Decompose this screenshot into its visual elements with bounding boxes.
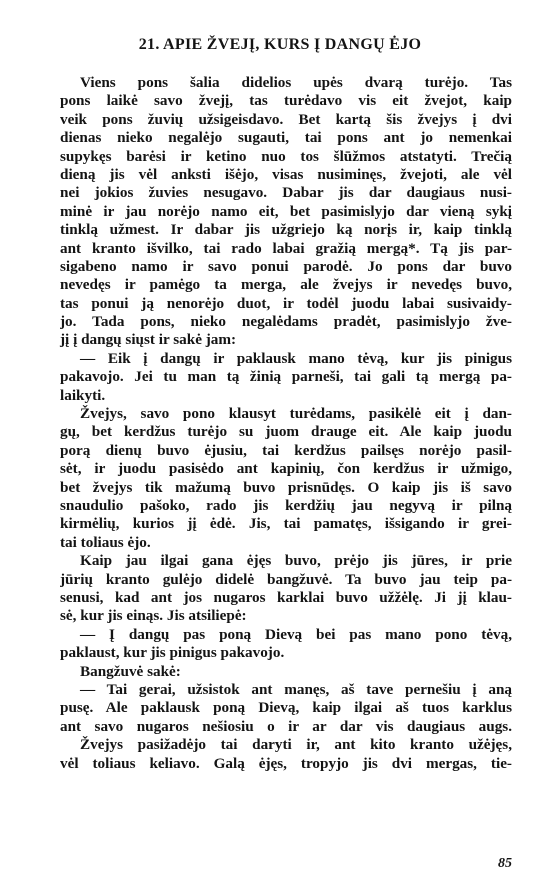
- text-line: nevedęs ir pamėgo ta merga, ale žvejys ir nevedęs buvo,: [60, 276, 512, 294]
- text-line: minė ir jau norėjo namo eit, bet pasimislyjo dar vieną sykį: [60, 202, 512, 220]
- text-line: tinklą užmest. Ir dabar jis užgriejo ką norįs ir, kaip tinklą: [60, 221, 512, 239]
- text-line: jo. Tada pons, nieko negalėdams pradėt, pasimislyjo žve-: [60, 313, 512, 331]
- text-line: Kaip jau ilgai gana ėjęs buvo, prėjo jis jūres, ir prie: [80, 552, 512, 570]
- text-line: pusę. Ale paklausk poną Dievą, kaip ilgai aš tuos karklus: [60, 699, 512, 717]
- text-line: — Eik į dangų ir paklausk mano tėvą, kur jis pinigus: [80, 349, 512, 367]
- text-line: jį į dangų siųst ir sakė jam:: [60, 331, 237, 349]
- text-line: — Tai gerai, užsistok ant manęs, aš tave pernešiu į aną: [80, 680, 512, 698]
- text-line: Žvejys pasižadėjo tai daryti ir, ant kito kranto užėjęs,: [80, 736, 512, 754]
- text-line: laikyti.: [60, 386, 106, 404]
- text-line: pons laikė savo žvejį, tas turėdavo vis eit žvejot, kaip: [60, 92, 512, 110]
- story-text: [60, 74, 512, 773]
- text-line: Žvejys, savo pono klausyt turėdams, pasikėlė eit į dan-: [80, 405, 512, 423]
- text-line: jūrių kranto gulėjo didelė bangžuvė. Ta buvo jau teip pa-: [60, 570, 512, 588]
- text-line: Bangžuvė sakė:: [80, 662, 181, 680]
- text-line: snaudulio pašoko, rado jis kerdžių jau negyvą ir pilną: [60, 497, 512, 515]
- text-line: kirmėlių, kurios jį ėdė. Jis, tai pamatęs, išsigando ir grei-: [60, 515, 512, 533]
- text-line: veik pons žuvių užsigeisdavo. Bet kartą šis žvejys į dvi: [60, 110, 512, 128]
- text-line: tas ponui ją nenorėjo duot, ir todėl juodu labai susivaidy-: [60, 294, 512, 312]
- text-line: tai toliaus ėjo.: [60, 533, 151, 551]
- text-line: supykęs barėsi ir ketino nuo tos šlūžmos atstatyti. Trečią: [60, 147, 512, 165]
- page-number: 85: [498, 856, 512, 871]
- text-line: sėt, ir juodu pasisėdo ant kapinių, čon kerdžus ir užmigo,: [60, 460, 512, 478]
- text-line: paklaust, kur jis pinigus pakavojo.: [60, 644, 285, 662]
- text-line: dienas nieko negalėjo sugauti, tai pons ant jo nemenkai: [60, 129, 512, 147]
- chapter-title: 21. APIE ŽVEJĮ, KURS Į DANGŲ ĖJO: [138, 36, 422, 53]
- text-line: Viens pons šalia didelios upės dvarą turėjo. Tas: [80, 74, 512, 91]
- text-line: vėl toliaus keliavo. Galą ėjęs, tropyjo jis dvi mergas, tie-: [60, 754, 512, 772]
- text-line: senusi, kad ant jos nugaros karklai buvo užžėlę. Ji jį klau-: [60, 588, 512, 606]
- text-line: pakavojo. Jei tu man tą žinią parneši, tai gali tą mergą pa-: [60, 368, 512, 386]
- text-line: gų, bet kerdžus turėjo su juom drauge eit. Ale kaip juodu: [60, 423, 512, 441]
- text-line: ant savo nugaros nešiosiu o ir ar dar vis daugiaus augs.: [60, 717, 512, 735]
- text-line: sė, kur jis einąs. Jis atsiliepė:: [60, 607, 247, 625]
- text-line: sigabeno namo ir savo ponui parodė. Jo pons dar buvo: [60, 257, 512, 275]
- text-line: ant kranto išvilko, tai rado labai gražią mergą*. Tą jis par-: [60, 239, 512, 257]
- text-line: — Į dangų pas poną Dievą bei pas mano pono tėvą,: [80, 625, 512, 643]
- text-line: bet žvejys tik mažumą buvo prisnūdęs. O kaip jis iš savo: [60, 478, 512, 496]
- text-line: dieną jis vėl anksti išėjo, visas nusiminęs, žvejoti, ale vėl: [60, 165, 512, 183]
- text-line: nei jokios žuvies nesugavo. Dabar jis dar daugiaus nusi-: [60, 184, 512, 202]
- text-line: porą dienų buvo ėjusiu, tai kerdžus pailsęs norėjo pasil-: [60, 441, 512, 459]
